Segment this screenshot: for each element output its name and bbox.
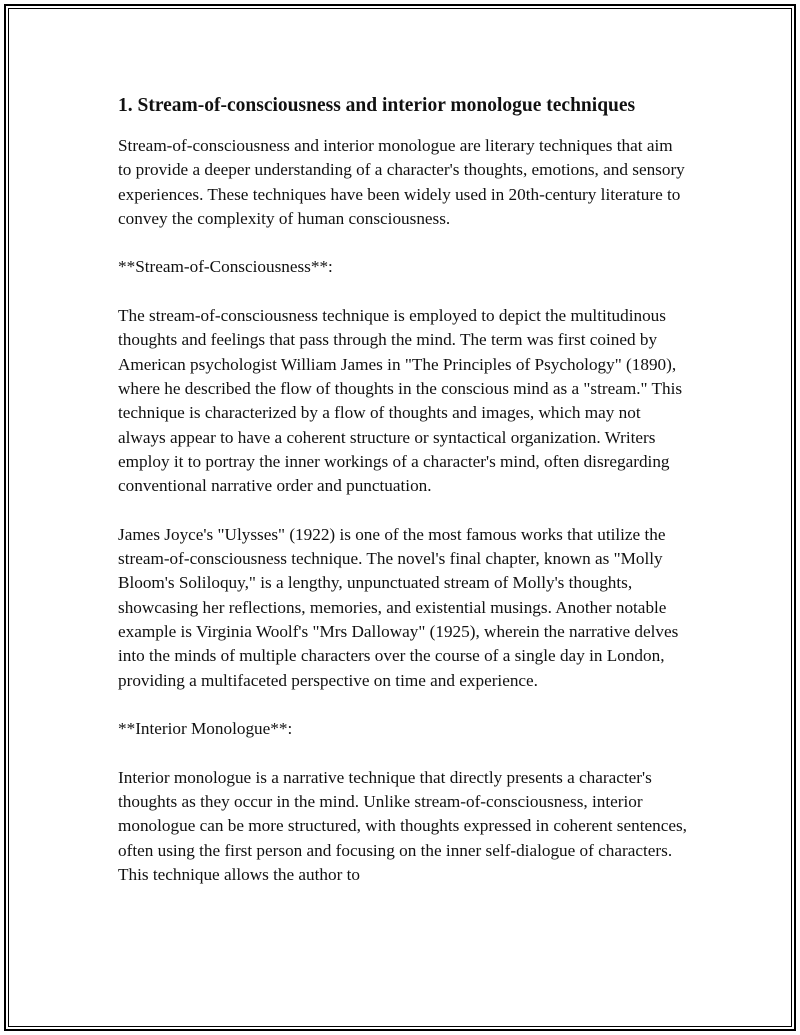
interior-monologue-paragraph: Interior monologue is a narrative technique that directly presents a character's thoughts as they occur in the mind. Unlike stream-of-consciousness, interior monologue can be more structured, with thoughts expressed in coherent sentences, often using the first person and focusing on the inner self-dialogue of characters. This technique allows the author to: [118, 767, 687, 884]
section-title: 1. Stream-of-consciousness and interior monologue techniques: [118, 95, 636, 116]
intro-paragraph: Stream-of-consciousness and interior monologue are literary techniques that aim to provide a deeper understanding of a character's thoughts, emotions, and sensory experiences. These techniques have been widely used in 20th-century literature to convey the complexity of human consciousness.: [118, 136, 685, 228]
subheading-interior-monologue: **Interior Monologue**:: [118, 719, 293, 739]
stream-definition-paragraph: The stream-of-consciousness technique is employed to depict the multitudinous thoughts and feelings that pass through the mind. The term was first coined by American psychologist William James in "The Principles of Psychology" (1890), where he described the flow of thoughts in the conscious mind as a "stream." This technique is characterized by a flow of thoughts and images, which may not always appear to have a coherent structure or syntactical organization. Writers employ it to portray the inner workings of a character's mind, often disregarding conventional narrative order and punctuation.: [118, 306, 683, 496]
subheading-stream-of-consciousness: **Stream-of-Consciousness**:: [118, 257, 333, 277]
stream-examples-paragraph: James Joyce's "Ulysses" (1922) is one of the most famous works that utilize the stream-of-consciousness technique. The novel's final chapter, known as "Molly Bloom's Soliloquy," is a lengthy, unpunctuated stream of Molly's thoughts, showcasing her reflections, memories, and existential musings. Another notable example is Virginia Woolf's "Mrs Dalloway" (1925), wherein the narrative delves into the minds of multiple characters over the course of a single day in London, providing a multifaceted perspective on time and experience.: [118, 524, 679, 690]
document-body: [118, 92, 690, 912]
